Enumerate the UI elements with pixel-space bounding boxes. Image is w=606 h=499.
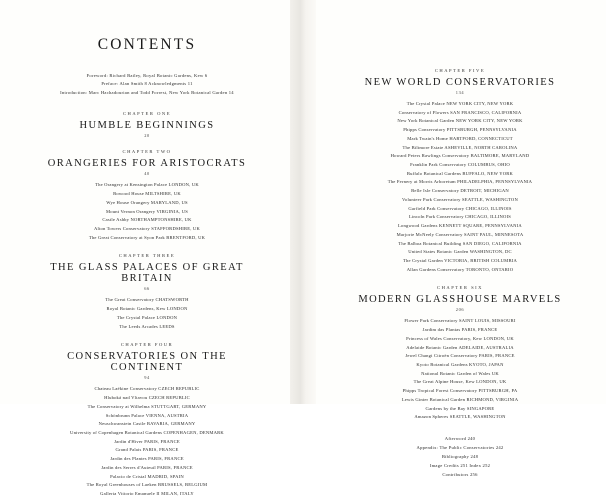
list-item: Phipps Tropical Forest Conservatory PITTSBURGH, PA (402, 388, 518, 394)
list-item: Belle Isle Conservatory DETROIT, MICHIGAN (411, 188, 509, 194)
chapter-label: CHAPTER SIX (437, 285, 483, 291)
book-gutter (290, 0, 316, 404)
chapter-label: CHAPTER TWO (122, 149, 172, 155)
list-item: The Crystal Garden VICTORIA, BRITISH COLUMBIA (403, 257, 517, 263)
list-item: Amazon Spheres SEATTLE, WASHINGTON (414, 414, 506, 420)
back-matter-list (340, 435, 580, 480)
list-item: Alton Towers Conservatory STAFFORDSHIRE, UK (94, 226, 200, 232)
chapter-title: NEW WORLD CONSERVATORIES (364, 77, 556, 88)
back-matter-line: Contributors 256 (442, 471, 478, 477)
list-item: Howard Peters Rawlings Conservatory BALTIMORE, MARYLAND (390, 153, 530, 159)
list-item: Princess of Wales Conservatory, Kew LONDON, UK (406, 335, 514, 341)
chapter-page-number: 20 (144, 133, 150, 139)
chapter-page-number: 40 (144, 171, 150, 177)
chapter-entry (340, 285, 580, 422)
chapter-page-number: 66 (144, 286, 150, 292)
chapter-entry (30, 111, 264, 138)
list-item: Longwood Gardens KENNETT SQUARE, PENNSYLVANIA (398, 223, 522, 229)
chapter-label: CHAPTER FOUR (120, 342, 174, 348)
chapter-title: HUMBLE BEGINNINGS (79, 120, 215, 132)
page-title: CONTENTS (97, 36, 197, 53)
list-item: The Great Conservatory at Syon Park BRENTFORD, UK (88, 234, 206, 240)
list-item: Jewel Changi Citroën Conservatory PARIS, FRANCE (405, 353, 515, 359)
list-item: Mark Twain's Home HARTFORD, CONNECTICUT (407, 135, 513, 141)
chapter-page-number: 134 (455, 90, 465, 95)
list-item: Mount Vernon Orangery VIRGINIA, US (105, 208, 189, 214)
list-item: Phipps Conservatory PITTSBURGH, PENNSYLVANIA (403, 127, 517, 133)
list-item: Neuschwanstein Castle BAVARIA, GERMANY (98, 421, 196, 427)
list-item: Jardin des Plantes PARIS, FRANCE (110, 456, 184, 462)
list-item: The Great Conservatory CHATSWORTH (105, 297, 189, 303)
list-item: The Great Alpine House, Kew LONDON, UK (413, 379, 507, 385)
right-page (316, 0, 606, 477)
left-page (0, 0, 290, 496)
list-item: Kyoto Botanical Gardens KYOTO, JAPAN (416, 361, 504, 367)
chapter-label: CHAPTER ONE (122, 111, 172, 117)
list-item: Jardin d'Hiver PARIS, FRANCE (114, 438, 180, 444)
list-item: National Botanic Garden of Wales UK (421, 370, 499, 376)
back-matter-line: Afterword 240 (444, 436, 476, 441)
list-item: United States Botanic Garden WASHINGTON, DC (408, 249, 512, 255)
chapter-title: ORANGERIES FOR ARISTOCRATS (47, 158, 247, 170)
list-item: New York Botanical Garden NEW YORK CITY, NEW YORK (397, 118, 523, 124)
chapter-entry-list (30, 385, 264, 498)
list-item: The Fernery at Morris Arboretum PHILADELPHIA, PENNSYLVANIA (387, 179, 533, 185)
front-matter-line: Introduction: Marc Hachadourian and Todd Forrest, New York Botanical Garden 14 (60, 89, 234, 95)
chapter-title: CONSERVATORIES ON THE CONTINENT (67, 351, 227, 374)
chapter-entry-list (340, 317, 580, 422)
list-item: The Crystal Palace NEW YORK CITY, NEW YORK (406, 101, 514, 106)
list-item: Palacio de Cristal MADRID, SPAIN (110, 473, 184, 479)
list-item: The Biltmore Estate ASHEVILLE, NORTH CAROLINA (402, 144, 518, 150)
chapter-title: MODERN GLASSHOUSE MARVELS (358, 294, 562, 306)
list-item: Franklin Park Conservatory COLUMBUS, OHIO (410, 162, 510, 168)
chapter-entry (340, 68, 580, 274)
list-item: Royal Botanic Gardens, Kew LONDON (106, 306, 188, 312)
chapter-page-number: 206 (455, 307, 465, 313)
chapter-page-number: 94 (144, 375, 150, 381)
list-item: Adelaide Botanic Garden ADELAIDE, AUSTRALIA (406, 344, 514, 350)
front-matter-list (30, 72, 264, 97)
chapter-entry-list (30, 181, 264, 242)
chapter-entry-list (340, 100, 580, 274)
list-item: Jardin des Serres d'Auteuil PARIS, FRANCE (101, 464, 193, 470)
list-item: Bowood House MILTSHIRE, UK (113, 191, 181, 197)
front-matter-line: Preface: Alan Smith 8 Acknowledgments 11 (101, 81, 193, 87)
list-item: Gardens by the Bay SINGAPORE (425, 405, 495, 411)
chapter-label: CHAPTER THREE (118, 253, 176, 259)
list-item: The Balboa Botanical Building SAN DIEGO, CALIFORNIA (398, 240, 522, 246)
list-item: Castle Ashby NORTHAMPTONSHIRE, UK (102, 217, 192, 223)
list-item: Hluboká nad Vltavou CZECH REPUBLIC (104, 395, 190, 401)
list-item: The Crystal Palace LONDON (116, 314, 178, 320)
list-item: Garfield Park Conservatory CHICAGO, ILLINOIS (408, 205, 512, 211)
chapter-entry (30, 342, 264, 498)
list-item: The Orangery at Kensington Palace LONDON, UK (95, 182, 199, 188)
chapter-title: THE GLASS PALACES OF GREAT BRITAIN (50, 262, 244, 285)
list-item: Conservatory of Flowers SAN FRANCISCO, CALIFORNIA (398, 109, 522, 115)
list-item: Schönbrunn Palace VIENNA, AUSTRIA (105, 412, 189, 418)
chapter-entry (30, 253, 264, 331)
list-item: Volunteer Park Conservatory SEATTLE, WASHINGTON (402, 196, 518, 202)
list-item: Lewis Ginter Botanical Garden RICHMOND, VIRGINIA (401, 396, 519, 402)
list-item: Flower Park Conservatory SAINT LOUIS, MISSOURI (404, 318, 516, 324)
list-item: Buffalo Botanical Gardens BUFFALO, NEW YORK (406, 170, 514, 176)
front-matter-line: Foreword: Richard Bailey, Royal Botanic Gardens, Kew 6 (86, 73, 208, 78)
list-item: The Conservatory at Wilhelma STUTTGART, GERMANY (87, 403, 207, 409)
list-item: The Royal Greenhouses of Laeken BRUSSELS, BELGIUM (86, 482, 208, 488)
chapter-label: CHAPTER FIVE (434, 68, 486, 73)
list-item: University of Copenhagen Botanical Gardens COPENHAGEN, DENMARK (70, 429, 224, 435)
list-item: Lincoln Park Conservatory CHICAGO, ILLINOIS (408, 214, 512, 220)
back-matter-line: Image Credits 251 Index 252 (429, 462, 491, 468)
list-item: Chateau Laékine Conservatory CZECH REPUBLIC (94, 386, 200, 392)
list-item: Jardim das Plantas PARIS, FRANCE (422, 327, 498, 333)
list-item: Marjorie McNeely Conservatory SAINT PAUL, MINNESOTA (396, 231, 524, 237)
list-item: Wye House Orangery MARYLAND, US (106, 199, 188, 205)
list-item: Allan Gardens Conservatory TORONTO, ONTARIO (406, 266, 514, 272)
chapter-entry (30, 149, 264, 242)
list-item: The Leeds Arcades LEEDS (119, 323, 175, 329)
chapter-entry-list (30, 296, 264, 331)
back-matter-line: Appendix: The Public Conservatories 242 (416, 444, 504, 450)
list-item: Galleria Vittorio Emanuele II MILAN, ITALY (100, 490, 194, 496)
back-matter-line: Bibliography 248 (441, 453, 479, 459)
list-item: Grand Palais PARIS, FRANCE (115, 447, 179, 453)
